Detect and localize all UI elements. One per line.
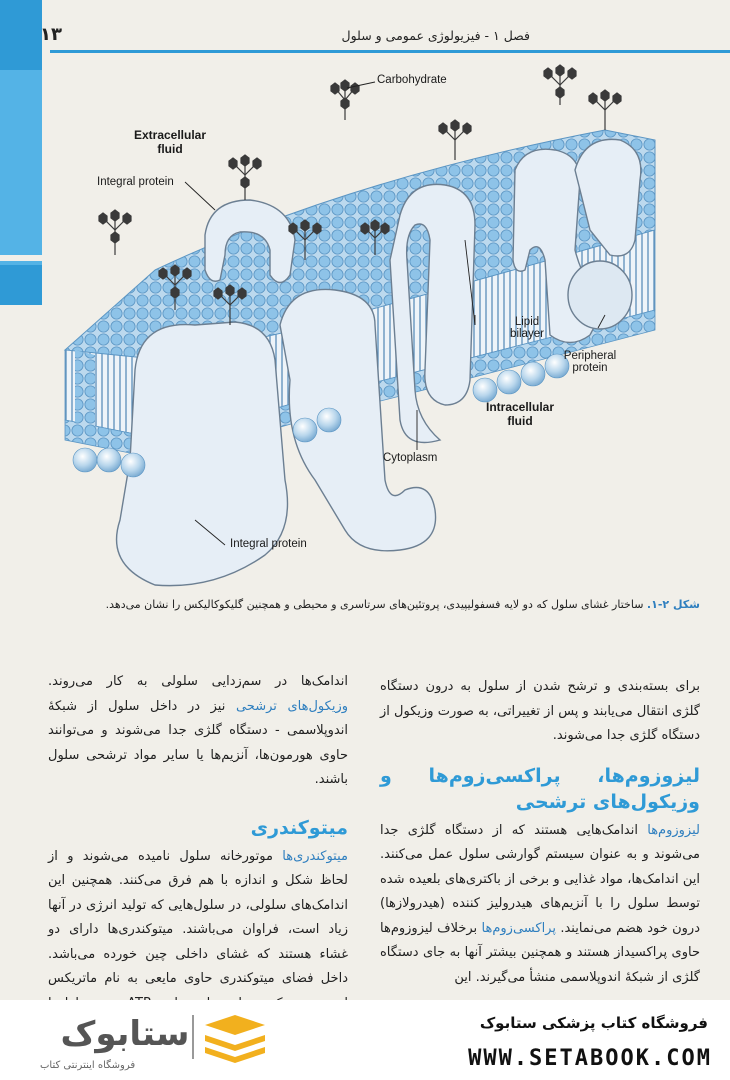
term-lysosomes: لیزوزوم‌ها xyxy=(647,822,700,838)
term-peroxisomes: پراکسی‌زوم‌ها xyxy=(481,920,556,936)
term-secretory-vesicles: وزیکول‌های ترشحی xyxy=(235,698,348,714)
page-header xyxy=(40,22,710,52)
logo-subtitle: فروشگاه اینترنتی کتاب xyxy=(40,1060,136,1071)
chapter-title: فصل ۱ - فیزیولوژی عمومی و سلول xyxy=(341,28,530,43)
label-integral-protein-bottom: Integral protein xyxy=(230,538,307,550)
term-mitochondria: میتوکندری‌ها xyxy=(282,848,348,864)
label-lipid-bilayer: Lipid bilayer xyxy=(510,316,544,340)
figure-caption xyxy=(60,598,700,611)
paragraph xyxy=(48,670,348,793)
phospholipid-head xyxy=(497,370,521,394)
chapter-side-tab xyxy=(0,0,42,305)
side-tab-gap xyxy=(0,255,42,261)
phospholipid-head xyxy=(73,448,97,472)
logo-chevron-icon xyxy=(205,1035,265,1051)
label-integral-protein-top: Integral protein xyxy=(97,176,174,188)
header-rule xyxy=(50,50,730,53)
paragraph xyxy=(380,819,700,991)
label-peripheral-protein: Peripheral protein xyxy=(563,350,617,374)
bilayer-front-heads xyxy=(75,350,95,435)
logo-wordmark: ستابوک xyxy=(60,1014,190,1054)
label-extracellular-fluid: Extracellular fluid xyxy=(133,128,207,156)
store-name: فروشگاه کتاب پزشکی ستابوک xyxy=(479,1014,708,1032)
store-url[interactable]: WWW.SETABOOK.COM xyxy=(468,1046,712,1071)
logo-divider xyxy=(192,1015,194,1059)
caption-number: شکل ۲-۱. xyxy=(646,598,700,611)
phospholipid-head xyxy=(293,418,317,442)
carbohydrate-chain xyxy=(99,210,131,255)
text-column-right xyxy=(380,675,700,990)
phospholipid-head xyxy=(121,453,145,477)
membrane-figure xyxy=(45,60,715,600)
phospholipid-head xyxy=(317,408,341,432)
phospholipid-head xyxy=(97,448,121,472)
carbohydrate-chain xyxy=(544,65,576,105)
label-carbohydrate: Carbohydrate xyxy=(377,74,447,86)
phospholipid-head xyxy=(473,378,497,402)
paragraph-text: برخلاف لیزوزوم‌ها حاوی پراکسیداز هستند و همچنین بیشتر آنها به جای دستگاه گلژی از شبکهٔ اندوپلاسمی منشأ می‌گیرند. این xyxy=(380,920,700,985)
page-number: ۱۳ xyxy=(40,24,62,45)
paragraph-text: نیز در داخل سلول از شبکهٔ اندوپلاسمی - دستگاه گلژی جدا می‌شوند و می‌توانند حاوی هورمون‌ها، آنزیم‌ها یا سایر مواد ترشحی سلول باشند. xyxy=(48,698,348,787)
section-heading-mitochondria: میتوکندری xyxy=(250,816,348,839)
label-cytoplasm: Cytoplasm xyxy=(383,452,438,464)
carbohydrate-chain xyxy=(439,120,471,160)
text-column-left xyxy=(48,670,348,1041)
phospholipid-head xyxy=(521,362,545,386)
paragraph-text: اندامک‌ها در سم‌زدایی سلولی به کار می‌روند. xyxy=(48,674,348,689)
store-footer-banner xyxy=(0,1000,730,1080)
logo-chevron-icon xyxy=(205,1015,265,1035)
section-heading-lysosomes: لیزوزوم‌ها، پراکسی‌زوم‌ها و وزیکول‌های ترشحی xyxy=(380,764,700,813)
paragraph: برای بسته‌بندی و ترشح شدن از سلول به درون دستگاه گلژی انتقال می‌یابند و پس از تغییراتی، به صورت وزیکول از دستگاه گلژی جدا می‌شوند. xyxy=(380,679,700,743)
side-tab-highlight xyxy=(0,70,42,265)
carbohydrate-chain xyxy=(229,155,261,200)
caption-text: ساختار غشای سلول که دو لایه فسفولیپیدی، پروتئین‌های سرتاسری و محیطی و همچنین گلیکوکالیکس را نشان می‌دهد. xyxy=(105,598,644,611)
peripheral-protein xyxy=(568,261,632,329)
label-intracellular-fluid: Intracellular fluid xyxy=(485,400,555,428)
integral-protein-channel xyxy=(390,184,475,442)
paragraph-text: اندامک‌هایی هستند که از دستگاه گلژی جدا می‌شوند و به عنوان سیستم گوارشی سلول عمل می‌کنند. این اندامک‌ها، مواد غذایی و برخی از باکتری‌های بلعیده شده توسط سلول را با آنزیم‌های هیدرولیز کننده (هیدرولازها) درون خود هضم می‌نمایند. xyxy=(380,822,700,936)
carbohydrate-chain xyxy=(589,90,621,130)
paragraph-text: موتورخانه سلول نامیده می‌شوند و از لحاظ شکل و اندازه با هم فرق می‌کنند. همچنین این اندامک‌های سلولی، در سلول‌هایی که تولید انرژی در آنها زیاد است، فراوان می‌باشند. میتوکندری‌ها دارای دو غشاء هستند که غشای داخلی چین خورده می‌باشد. داخل فضای میتوکندری حاوی مایعی به نام ماتریکس xyxy=(48,848,348,986)
